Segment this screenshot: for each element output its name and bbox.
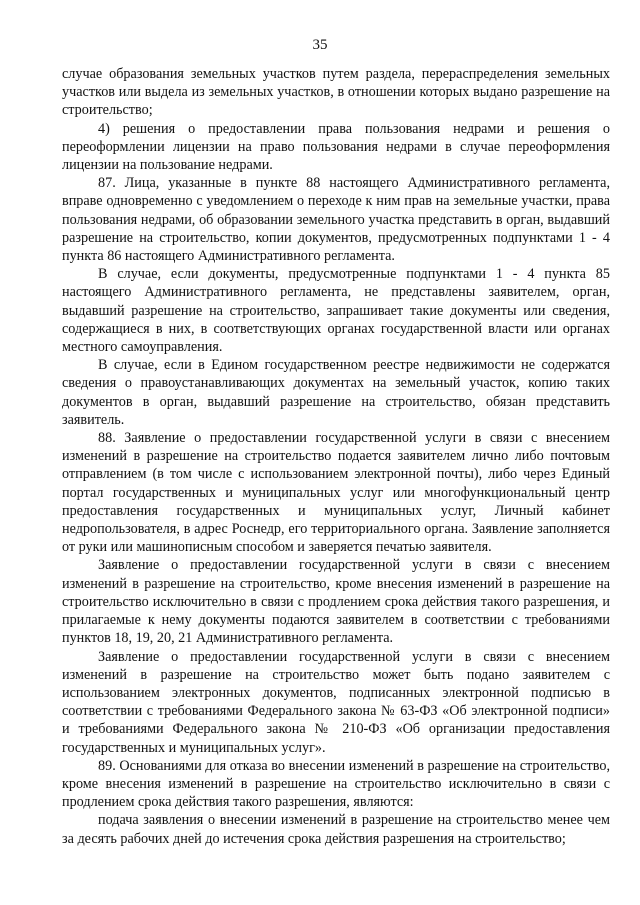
paragraph-87-documents-not-submitted: В случае, если документы, предусмотренные подпунктами 1 - 4 пункта 85 настоящего Административного регламента, не представлены заявителем, орган, выдавший разрешение на строительство, запрашивает такие документы или сведения, содержащиеся в них, в соответствующих органах государственной власти или органах местного самоуправления. [62, 266, 610, 356]
paragraph-89-ground: подача заявления о внесении изменений в разрешение на строительство менее чем за десять рабочих дней до истечения срока действия разрешения на строительство; [62, 812, 610, 847]
paragraph-87: 87. Лица, указанные в пункте 88 настоящего Административного регламента, вправе одновременно с уведомлением о переходе к ним прав на земельные участки, права пользования недрами, об образовании земельного участка представить в орган, выдавший разрешение на строительство, копии документов, предусмотренных подпунктами 1 - 4 пункта 86 настоящего Административного регламента. [62, 175, 610, 265]
paragraph-88: 88. Заявление о предоставлении государственной услуги в связи с внесением изменений в разрешение на строительство подается заявителем лично либо почтовым отправлением (в том числе с использованием электронной почты), либо через Единый портал государственных и муниципальных услуг или многофункциональный центр предоставления государственных и муниципальных услуг, Личный кабинет недропользователя, в адрес Роснедр, его территориального органа. Заявление заполняется от руки или машинописным способом и заверяется печатью заявителя. [62, 430, 610, 556]
paragraph-continuation: случае образования земельных участков путем раздела, перераспределения земельных участков или выдела из земельных участков, в отношении которых выдано разрешение на строительство; [62, 66, 610, 119]
paragraph-88-electronic: Заявление о предоставлении государственной услуги в связи с внесением изменений в разрешение на строительство может быть подано заявителем с использованием электронных документов, подписанных электронной подписью в соответствии с требованиями Федерального закона № 63-ФЗ «Об электронной подписи» и требованиями Федерального закона № 210-ФЗ «Об организации предоставления государственных и муниципальных услуг». [62, 648, 610, 756]
paragraph-87-egrn: В случае, если в Едином государственном реестре недвижимости не содержатся сведения о правоустанавливающих документах на земельный участок, копию таких документов в орган, выдавший разрешение на строительство, обязан представить заявитель. [62, 357, 610, 428]
paragraph-item-4: 4) решения о предоставлении права пользования недрами и решения о переоформлении лицензии на право пользования недрами в случае переоформления лицензии на пользование недрами. [62, 120, 610, 174]
document-body [62, 65, 610, 848]
paragraph-88-requirements: Заявление о предоставлении государственной услуги в связи с внесением изменений в разрешение на строительство, кроме внесения изменений в разрешение на строительство исключительно в связи с продлением срока действия такого разрешения, и прилагаемые к нему документы подаются заявителем в соответствии с требованиями пунктов 18, 19, 20, 21 Административного регламента. [62, 557, 610, 647]
paragraph-89: 89. Основаниями для отказа во внесении изменений в разрешение на строительство, кроме внесения изменений в разрешение на строительство исключительно в связи с продлением срока действия такого разрешения, являются: [62, 757, 610, 811]
page-number: 35 [312, 37, 328, 53]
